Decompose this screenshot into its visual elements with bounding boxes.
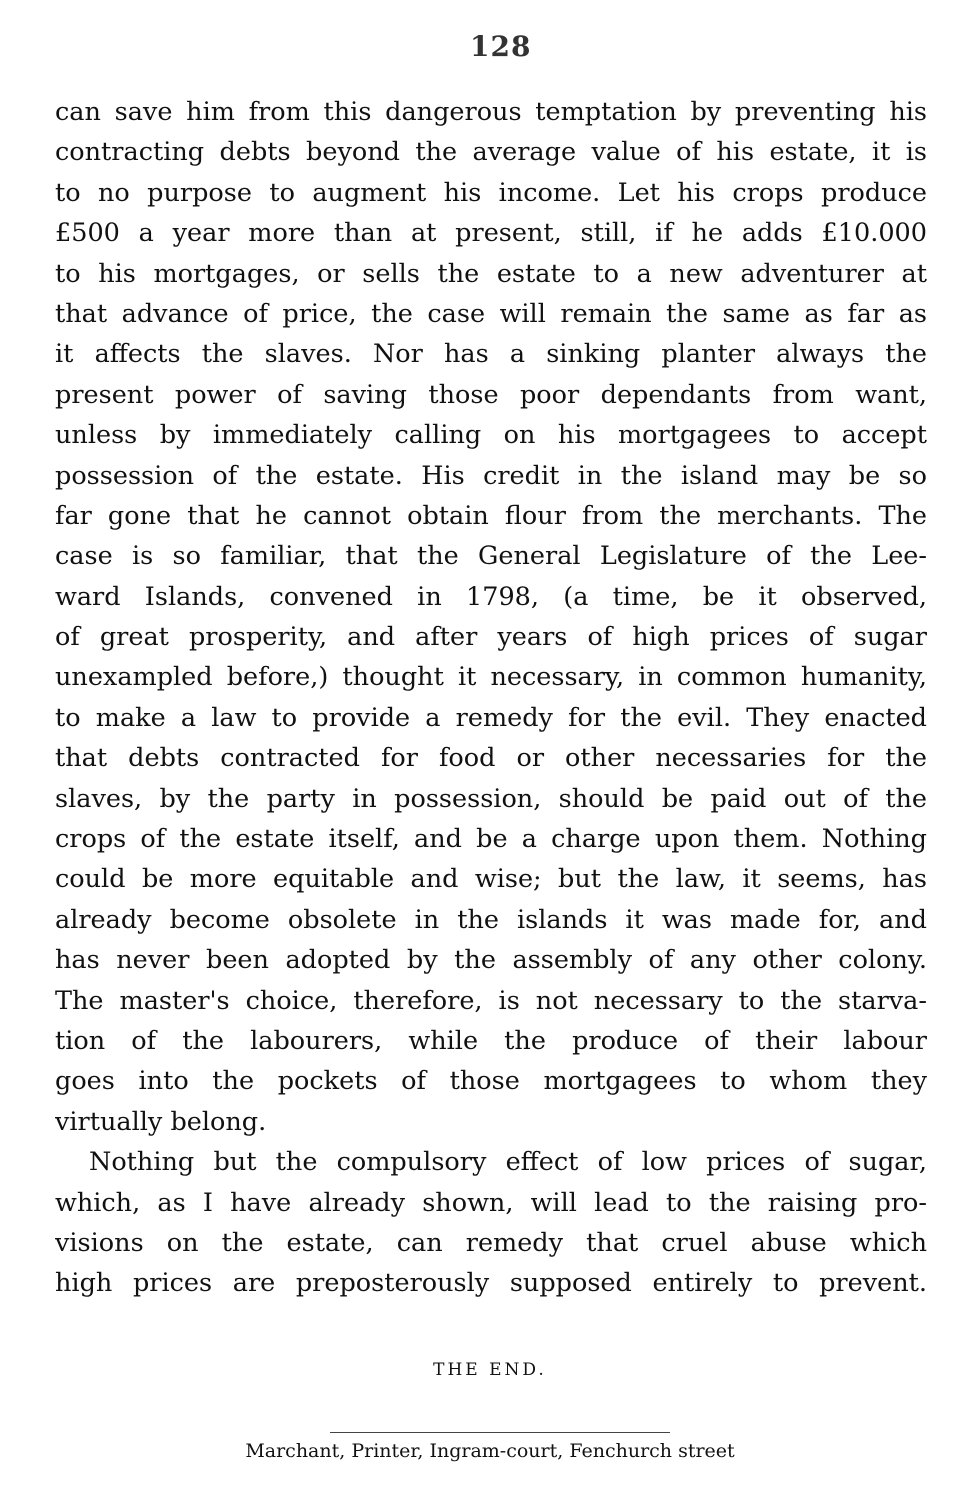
- the-end-heading: THE END.: [433, 1360, 547, 1380]
- text-line: that debts contracted for food or other necessaries for the: [55, 743, 927, 774]
- text-line: high prices are preposterously supposed entirely to prevent.: [55, 1268, 927, 1299]
- page-number: 128: [470, 30, 532, 63]
- text-line: £500 a year more than at present, still, if he adds £10.000: [55, 218, 927, 249]
- text-line: of great prosperity, and after years of high prices of sugar: [55, 622, 927, 653]
- text-line: case is so familiar, that the General Legislature of the Lee-: [55, 541, 927, 572]
- paragraph-1: [55, 92, 927, 1142]
- body-text: [55, 92, 927, 1304]
- divider-rule: [330, 1432, 670, 1433]
- text-line: to make a law to provide a remedy for the evil. They enacted: [55, 702, 927, 733]
- text-line: goes into the pockets of those mortgagees to whom they: [55, 1066, 927, 1097]
- text-line: possession of the estate. His credit in the island may be so: [55, 460, 927, 491]
- text-line: to his mortgages, or sells the estate to a new adventurer at: [55, 258, 927, 289]
- text-line: tion of the labourers, while the produce of their labour: [55, 1025, 927, 1056]
- text-line: crops of the estate itself, and be a charge upon them. Nothing: [55, 824, 927, 855]
- text-line: The master's choice, therefore, is not necessary to the starva-: [55, 985, 927, 1016]
- text-line: slaves, by the party in possession, should be paid out of the: [55, 783, 927, 814]
- printer-imprint: Marchant, Printer, Ingram-court, Fenchurch street: [245, 1440, 735, 1462]
- text-line: that advance of price, the case will remain the same as far as: [55, 298, 927, 329]
- text-line: unless by immediately calling on his mortgagees to accept: [55, 420, 927, 451]
- text-line: visions on the estate, can remedy that cruel abuse which: [55, 1227, 927, 1258]
- text-line: ward Islands, convened in 1798, (a time, be it observed,: [55, 581, 927, 612]
- text-line: Nothing but the compulsory effect of low prices of sugar,: [89, 1147, 927, 1178]
- text-line: could be more equitable and wise; but the law, it seems, has: [55, 864, 927, 895]
- paragraph-2: [55, 1142, 927, 1304]
- text-line: to no purpose to augment his income. Let his crops produce: [55, 177, 927, 208]
- text-line: which, as I have already shown, will lead to the raising pro-: [55, 1187, 927, 1218]
- text-line: already become obsolete in the islands it was made for, and: [55, 904, 927, 935]
- text-line: present power of saving those poor dependants from want,: [55, 379, 927, 410]
- text-line: has never been adopted by the assembly of any other colony.: [55, 945, 927, 976]
- text-line: virtually belong.: [55, 1106, 267, 1137]
- text-line: unexampled before,) thought it necessary, in common humanity,: [55, 662, 927, 693]
- text-line: can save him from this dangerous temptation by preventing his: [55, 97, 927, 127]
- text-line: far gone that he cannot obtain flour from the merchants. The: [55, 500, 927, 531]
- text-line: it affects the slaves. Nor has a sinking planter always the: [55, 339, 927, 370]
- text-line: contracting debts beyond the average value of his estate, it is: [55, 137, 927, 168]
